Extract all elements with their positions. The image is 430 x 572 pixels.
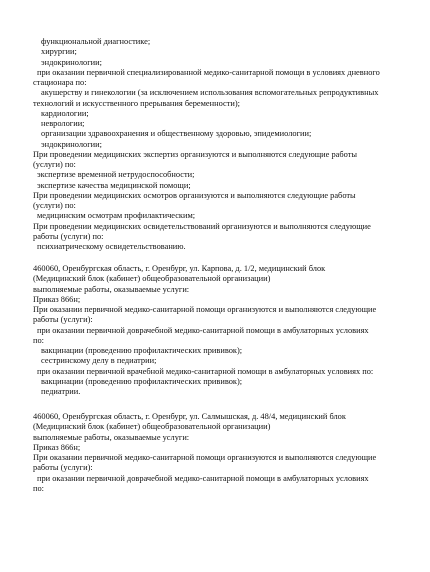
text-line: хирургии; <box>41 47 77 57</box>
text-line: организации здравоохранения и общественному здоровью, эпидемиологии; <box>41 129 312 139</box>
text-line: при оказании первичной доврачебной медико-санитарной помощи в амбулаторных условиях <box>37 473 369 483</box>
text-line: выполняемые работы, оказываемые услуги: <box>33 432 190 442</box>
text-line: При оказании первичной медико-санитарной помощи организуются и выполняются следующие <box>33 305 377 314</box>
text-line: при оказании первичной врачебной медико-санитарной помощи в амбулаторных условиях по: <box>37 366 374 376</box>
text-line: функциональной диагностике; <box>41 37 151 46</box>
text-line: неврологии; <box>41 119 85 128</box>
text-line: работы (услуги): <box>33 315 93 325</box>
text-line: акушерству и гинекологии (за исключением использования вспомогательных репродуктивных <box>41 88 379 98</box>
text-line: эндокринологии; <box>41 57 102 67</box>
text-line: 460060, Оренбургская область, г. Оренбург, ул. Салмышская, д. 48/4, медицинский блок <box>33 412 346 421</box>
text-line: по: <box>33 335 44 345</box>
text-line: работы (услуги) по: <box>33 231 104 241</box>
text-line: (Медицинский блок (кабинет) общеобразовательной организации) <box>33 422 271 432</box>
text-line: 460060, Оренбургская область, г. Оренбург, ул. Карпова, д. 1/2, медицинский блок <box>33 264 326 273</box>
text-line: При проведении медицинских осмотров организуются и выполняются следующие работы <box>33 190 356 200</box>
text-line: по: <box>33 483 44 493</box>
text-line: эндокринологии; <box>41 139 102 149</box>
text-line: педиатрии. <box>41 387 81 396</box>
text-line: (Медицинский блок (кабинет) общеобразовательной организации) <box>33 274 271 284</box>
text-line: психиатрическому освидетельствованию. <box>37 242 186 251</box>
text-line: вакцинации (проведению профилактических прививок); <box>41 346 243 355</box>
text-line: При оказании первичной медико-санитарной помощи организуются и выполняются следующие <box>33 453 377 462</box>
text-line: стационара по: <box>33 78 87 87</box>
text-line: при оказании первичной специализированной медико-санитарной помощи в условиях дневного <box>37 67 380 77</box>
text-line: медицинским осмотрам профилактическим; <box>37 211 196 221</box>
text-line: экспертизе качества медицинской помощи; <box>37 180 191 190</box>
text-line: Приказ 866н; <box>33 294 81 304</box>
text-line: при оказании первичной доврачебной медико-санитарной помощи в амбулаторных условиях <box>37 325 369 335</box>
address-section-salmyshskaya <box>0 412 430 494</box>
text-line: работы (услуги): <box>33 463 93 473</box>
text-line: (услуги) по: <box>33 201 76 210</box>
address-section-karpova <box>0 264 430 397</box>
services-list-continued <box>0 37 430 252</box>
text-line: выполняемые работы, оказываемые услуги: <box>33 284 190 294</box>
text-line: (услуги) по: <box>33 160 76 169</box>
text-line: При проведении медицинских освидетельствований организуются и выполняются следующие <box>33 221 371 231</box>
text-line: Приказ 866н; <box>33 442 81 452</box>
text-line: сестринскому делу в педиатрии; <box>41 356 157 366</box>
text-line: кардиологии; <box>41 108 89 118</box>
text-line: технологий и искусственного прерывания беременности); <box>33 98 240 108</box>
text-line: вакцинации (проведению профилактических прививок); <box>41 376 243 386</box>
text-line: экспертизе временной нетрудоспособности; <box>37 170 195 180</box>
text-line: При проведении медицинских экспертиз организуются и выполняются следующие работы <box>33 149 357 159</box>
